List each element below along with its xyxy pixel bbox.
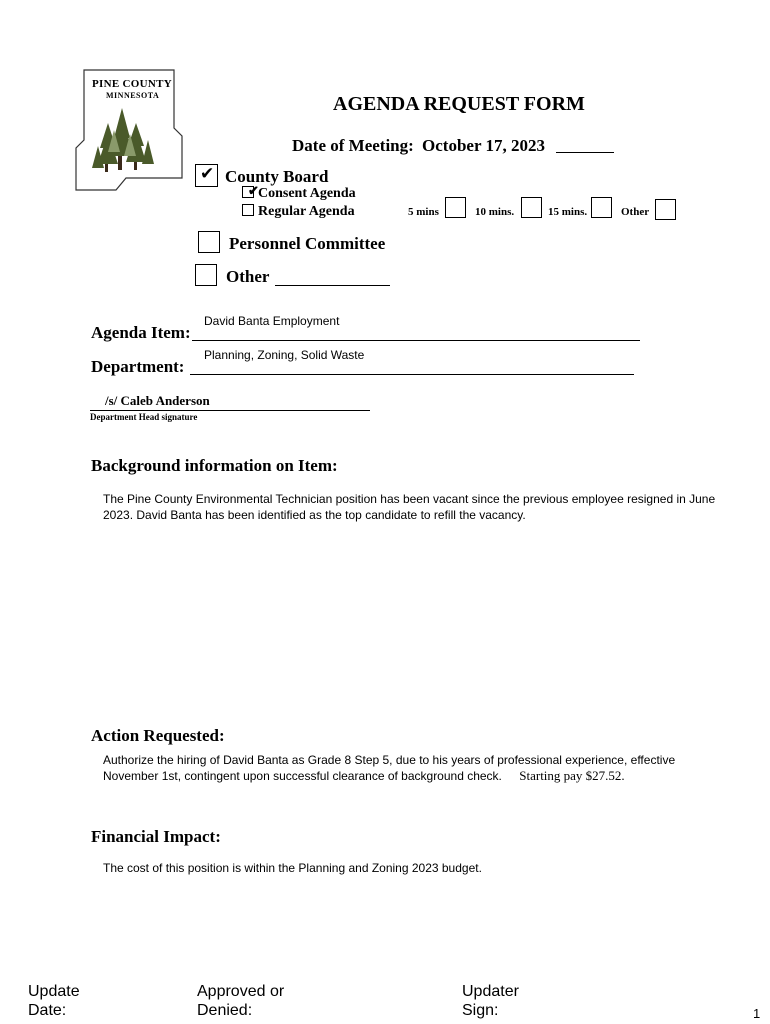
time-option-10-label: 10 mins. [475, 206, 515, 218]
other-underline[interactable] [275, 285, 390, 286]
consent-agenda-checkbox[interactable] [242, 183, 259, 198]
background-text: The Pine County Environmental Technician position has been vacant since the previous employee resigned in June 2023. David Banta has been identified as the top candidate to refill the vacancy. [103, 492, 716, 522]
county-board-label: County Board [225, 167, 329, 186]
meeting-date-underline [556, 152, 614, 153]
other-checkbox[interactable] [195, 264, 217, 286]
action-text-extra: Starting pay $27.52. [519, 768, 625, 783]
meeting-date-row [292, 136, 545, 156]
regular-agenda-checkbox[interactable] [242, 204, 254, 216]
action-heading: Action Requested: [91, 726, 225, 745]
agenda-item-value[interactable]: David Banta Employment [204, 314, 340, 328]
signature-underline [90, 410, 370, 411]
department-underline [190, 374, 634, 375]
signature-caption: Department Head signature [90, 412, 198, 422]
action-text [103, 752, 723, 784]
meeting-date-value: October 17, 2023 [422, 136, 545, 155]
agenda-item-underline [192, 340, 640, 341]
county-board-check-icon: ✔ [200, 164, 215, 183]
page-number: 1 [753, 1006, 761, 1021]
time-option-other-checkbox[interactable] [655, 199, 676, 220]
consent-agenda-option[interactable] [242, 183, 356, 202]
regular-agenda-label: Regular Agenda [258, 204, 355, 219]
regular-agenda-option[interactable] [242, 204, 355, 220]
consent-agenda-label: Consent Agenda [258, 186, 356, 201]
consent-check-icon: ✔ [248, 183, 259, 198]
meeting-date-label: Date of Meeting: [292, 136, 414, 155]
form-title: AGENDA REQUEST FORM [333, 93, 585, 115]
county-board-checkbox[interactable] [195, 164, 218, 187]
department-label: Department: [91, 357, 185, 376]
time-option-5-label: 5 mins [408, 206, 439, 218]
footer-updater-sign: Updater Sign: [462, 983, 519, 1019]
department-value[interactable]: Planning, Zoning, Solid Waste [204, 348, 365, 362]
time-option-other-label: Other [621, 206, 650, 218]
personnel-committee-label: Personnel Committee [229, 234, 386, 253]
financial-heading: Financial Impact: [91, 827, 221, 846]
logo-line2: MINNESOTA [106, 91, 160, 100]
other-label: Other [226, 267, 270, 286]
signature-value[interactable]: /s/ Caleb Anderson [105, 393, 210, 408]
personnel-committee-checkbox[interactable] [198, 231, 220, 253]
financial-text: The cost of this position is within the Planning and Zoning 2023 budget. [103, 861, 482, 875]
logo-line1: PINE COUNTY [92, 78, 172, 90]
time-option-15-label: 15 mins. [548, 206, 588, 218]
time-option-15-checkbox[interactable] [591, 197, 612, 218]
time-option-5-checkbox[interactable] [445, 197, 466, 218]
agenda-item-label: Agenda Item: [91, 323, 191, 342]
time-option-10-checkbox[interactable] [521, 197, 542, 218]
footer-approved-denied: Approved or Denied: [197, 983, 285, 1019]
background-heading: Background information on Item: [91, 456, 338, 475]
footer-update-date: Update Date: [28, 983, 80, 1019]
action-text-main: Authorize the hiring of David Banta as Grade 8 Step 5, due to his years of professional experience, effective November 1st, contingent upon successful clearance of background check. [103, 753, 676, 783]
county-logo [74, 68, 184, 193]
